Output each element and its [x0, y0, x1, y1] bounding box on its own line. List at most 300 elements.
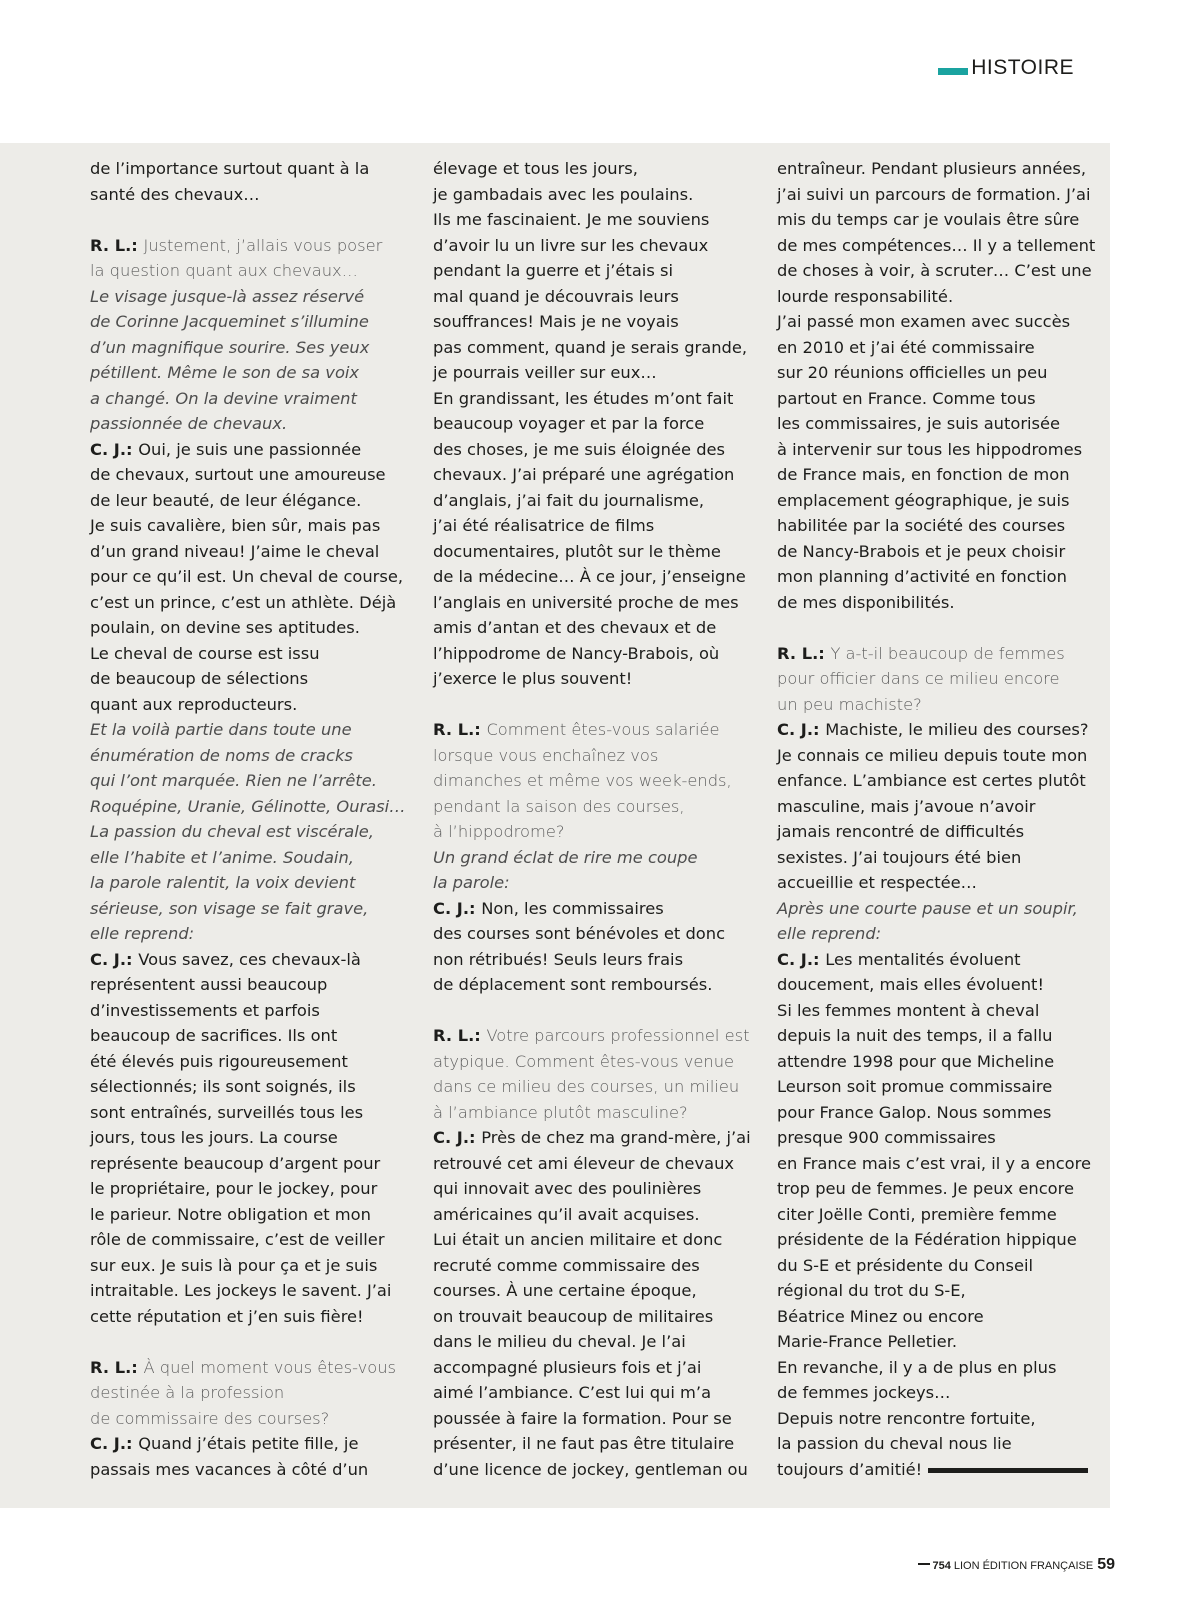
text-line — [90, 1023, 408, 1049]
text-line — [90, 258, 408, 284]
text-segment: Je connais ce milieu depuis toute mon — [777, 745, 1088, 765]
text-line — [777, 972, 1095, 998]
text-segment: mon planning d’activité en fonction — [777, 567, 1067, 586]
text-segment: presque 900 commissaires — [777, 1128, 996, 1147]
text-segment: dans le milieu du cheval. Je l’ai — [433, 1332, 686, 1351]
text-line — [90, 539, 408, 565]
text-line — [90, 615, 408, 641]
text-segment: cette réputation et j’en suis fière! — [90, 1306, 364, 1326]
text-line — [777, 182, 1095, 208]
text-segment: qui l’ont marquée. Rien ne l’arrête. — [90, 771, 377, 790]
text-segment: Comment êtes-vous salariée — [486, 720, 720, 739]
text-line — [90, 1304, 408, 1330]
text-line — [433, 437, 751, 463]
text-line — [90, 182, 408, 208]
text-line — [777, 309, 1095, 335]
text-line — [777, 998, 1095, 1024]
text-line — [433, 641, 751, 667]
text-line — [90, 717, 408, 743]
text-segment: sont entraînés, surveillés tous les — [90, 1102, 364, 1122]
speaker-label-rl: R. L.: — [90, 1357, 144, 1377]
text-line — [433, 896, 751, 922]
text-line — [90, 335, 408, 361]
text-segment: courses. À une certaine époque, — [433, 1281, 697, 1300]
text-line — [433, 564, 751, 590]
text-segment: de commissaire des courses? — [90, 1408, 330, 1428]
text-line — [433, 1457, 751, 1483]
text-line — [433, 182, 751, 208]
text-segment: de déplacement sont remboursés. — [433, 975, 713, 994]
text-line — [433, 845, 751, 871]
text-line — [777, 156, 1095, 182]
text-segment: accueillie et respectée… — [777, 873, 977, 892]
text-segment: J’ai passé mon examen avec succès — [777, 312, 1071, 331]
text-line — [90, 590, 408, 616]
text-segment: entraîneur. Pendant plusieurs années, — [777, 159, 1087, 178]
text-line — [777, 947, 1095, 973]
text-segment: intraitable. Les jockeys le savent. J’ai — [90, 1281, 392, 1300]
text-line — [777, 768, 1095, 794]
text-segment: Le visage jusque-là assez réservé — [90, 286, 365, 306]
text-line — [777, 539, 1095, 565]
text-line — [777, 1049, 1095, 1075]
text-line — [777, 845, 1095, 871]
text-segment: j’exerce le plus souvent! — [433, 669, 633, 688]
text-segment: poulain, on devine ses aptitudes. — [90, 618, 360, 637]
text-line — [433, 207, 751, 233]
text-segment: un peu machiste? — [777, 694, 922, 714]
speaker-label-rl: R. L.: — [433, 1026, 487, 1045]
text-segment: elle reprend: — [90, 924, 195, 943]
text-line — [90, 564, 408, 590]
text-segment: accompagné plusieurs fois et j’ai — [433, 1357, 702, 1377]
text-segment: partout en France. Comme tous — [777, 388, 1036, 408]
text-segment: pendant la guerre et j’étais si — [433, 261, 673, 280]
text-segment: pas comment, quand je serais grande, — [433, 337, 748, 357]
text-segment: poussée à faire la formation. Pour se — [433, 1408, 732, 1428]
text-segment: recruté comme commissaire des — [433, 1255, 700, 1275]
text-segment: souffrances! Mais je ne voyais — [433, 312, 679, 331]
publication-name: LION ÉDITION FRANÇAISE — [953, 1560, 1094, 1572]
text-line — [777, 513, 1095, 539]
text-line — [90, 411, 408, 437]
text-line — [90, 998, 408, 1024]
text-line — [777, 1100, 1095, 1126]
speaker-label-cj: C. J.: — [433, 1128, 482, 1147]
text-line — [433, 309, 751, 335]
text-segment: La passion du cheval est viscérale, — [90, 822, 374, 841]
text-segment: Oui, je suis une passionnée — [138, 439, 362, 459]
text-segment: Machiste, le milieu des courses? — [825, 720, 1089, 739]
text-segment: rôle de commissaire, c’est de veiller — [90, 1230, 385, 1249]
text-line — [777, 1023, 1095, 1049]
text-line — [777, 896, 1095, 922]
text-segment: toujours d’amitié! — [777, 1459, 923, 1479]
text-segment: Je suis cavalière, bien sûr, mais pas — [90, 516, 381, 535]
text-segment: en France mais c’est vrai, il y a encore — [777, 1153, 1091, 1173]
text-segment: pétillent. Même le son de sa voix — [90, 363, 360, 382]
text-line — [90, 513, 408, 539]
paragraph-gap — [433, 998, 751, 1024]
text-segment: américaines qu’il avait acquises. — [433, 1204, 700, 1224]
speaker-label-rl: R. L.: — [433, 720, 487, 739]
text-line — [90, 309, 408, 335]
text-segment: sexistes. J’ai toujours été bien — [777, 847, 1022, 867]
text-segment: Quand j’étais petite fille, je — [138, 1434, 359, 1453]
text-segment: c’est un prince, c’est un athlète. Déjà — [90, 592, 397, 612]
text-segment: citer Joëlle Conti, première femme — [777, 1204, 1057, 1224]
text-segment: de femmes jockeys… — [777, 1383, 951, 1402]
text-line — [433, 743, 751, 769]
text-line — [777, 794, 1095, 820]
text-line — [90, 896, 408, 922]
text-line — [90, 1202, 408, 1228]
text-line — [90, 360, 408, 386]
text-segment: d’une licence de jockey, gentleman ou — [433, 1459, 748, 1479]
text-line — [90, 692, 408, 718]
text-line — [90, 1100, 408, 1126]
text-line — [777, 233, 1095, 259]
text-segment: qui innovait avec des poulinières — [433, 1179, 702, 1198]
text-line — [777, 819, 1095, 845]
text-segment: passionnée de chevaux. — [90, 414, 288, 433]
text-segment: du S-E et présidente du Conseil — [777, 1255, 1034, 1275]
text-segment: lourde responsabilité. — [777, 286, 954, 306]
text-line — [433, 1227, 751, 1253]
text-line — [90, 284, 408, 310]
text-line — [433, 1125, 751, 1151]
text-line — [433, 1100, 751, 1126]
text-segment: de l’importance surtout quant à la — [90, 159, 370, 178]
text-segment: pour officier dans ce milieu encore — [777, 669, 1060, 688]
text-segment: santé des chevaux… — [90, 184, 260, 204]
text-line — [90, 743, 408, 769]
text-segment: elle reprend: — [777, 924, 882, 943]
text-segment: d’un grand niveau! J’aime le cheval — [90, 541, 380, 561]
text-segment: Non, les commissaires — [481, 898, 664, 918]
text-segment: de beaucoup de sélections — [90, 669, 309, 688]
text-segment: dimanches et même vos week-ends, — [433, 771, 732, 790]
text-line — [433, 513, 751, 539]
speaker-label-rl: R. L.: — [777, 643, 831, 663]
text-segment: la question quant aux chevaux… — [90, 261, 358, 280]
text-line — [433, 921, 751, 947]
text-line — [433, 1074, 751, 1100]
text-line — [90, 233, 408, 259]
text-segment: en 2010 et j’ai été commissaire — [777, 337, 1035, 357]
text-line — [90, 1227, 408, 1253]
text-line — [777, 1151, 1095, 1177]
text-line — [433, 411, 751, 437]
text-line — [90, 666, 408, 692]
text-line — [90, 947, 408, 973]
text-segment: énumération de noms de cracks — [90, 745, 353, 765]
speaker-label-cj: C. J.: — [777, 720, 826, 739]
text-segment: des choses, je me suis éloignée des — [433, 439, 726, 459]
text-segment: a changé. On la devine vraiment — [90, 388, 357, 408]
text-segment: Marie-France Pelletier. — [777, 1332, 958, 1351]
text-segment: Si les femmes montent à cheval — [777, 1000, 1040, 1020]
text-line — [90, 437, 408, 463]
text-segment: beaucoup de sacrifices. Ils ont — [90, 1026, 338, 1045]
text-segment: mis du temps car je voulais être sûre — [777, 210, 1080, 229]
text-segment: de choses à voir, à scruter… C’est une — [777, 261, 1092, 280]
article-column-1 — [90, 156, 408, 1482]
text-segment: je pourrais veiller sur eux… — [433, 363, 657, 382]
text-line — [777, 1431, 1095, 1457]
text-segment: l’anglais en université proche de mes — [433, 592, 739, 612]
text-line — [433, 615, 751, 641]
text-line — [777, 1202, 1095, 1228]
text-line — [433, 1176, 751, 1202]
text-line — [433, 1151, 751, 1177]
text-line — [90, 819, 408, 845]
text-segment: à l’ambiance plutôt masculine? — [433, 1102, 688, 1122]
text-segment: l’hippodrome de Nancy-Brabois, où — [433, 643, 720, 663]
text-segment: pour ce qu’il est. Un cheval de course, — [90, 567, 404, 586]
speaker-label-rl: R. L.: — [90, 235, 144, 255]
text-segment: non rétribués! Seuls leurs frais — [433, 949, 684, 969]
text-segment: le propriétaire, pour le jockey, pour — [90, 1179, 378, 1198]
text-segment: de Corinne Jacqueminet s’illumine — [90, 312, 369, 331]
text-line — [433, 1023, 751, 1049]
text-segment: d’anglais, j’ai fait du journalisme, — [433, 490, 705, 510]
article-end-rule — [928, 1468, 1088, 1473]
text-segment: En revanche, il y a de plus en plus — [777, 1357, 1057, 1377]
paragraph-gap — [777, 615, 1095, 641]
text-segment: Près de chez ma grand-mère, j’ai — [481, 1128, 751, 1147]
text-line — [777, 564, 1095, 590]
text-segment: En grandissant, les études m’ont fait — [433, 388, 734, 408]
text-segment: la parole ralentit, la voix devient — [90, 873, 356, 892]
text-segment: doucement, mais elles évoluent! — [777, 975, 1044, 994]
text-segment: de Nancy-Brabois et je peux choisir — [777, 541, 1066, 561]
text-line — [777, 1329, 1095, 1355]
text-segment: régional du trot du S-E, — [777, 1281, 966, 1300]
text-segment: amis d’antan et des chevaux et de — [433, 618, 717, 637]
issue-number: 754 — [932, 1560, 951, 1572]
text-line — [777, 717, 1095, 743]
text-line — [90, 1049, 408, 1075]
text-segment: de mes compétences… Il y a tellement — [777, 235, 1096, 255]
text-line — [90, 1074, 408, 1100]
text-line — [433, 1253, 751, 1279]
text-line — [777, 284, 1095, 310]
text-segment: de la médecine… À ce jour, j’enseigne — [433, 567, 746, 586]
text-segment: à l’hippodrome? — [433, 822, 565, 841]
text-segment: Lui était un ancien militaire et donc — [433, 1230, 723, 1249]
text-line — [777, 1176, 1095, 1202]
text-segment: masculine, mais j’avoue n’avoir — [777, 796, 1036, 816]
text-line — [90, 972, 408, 998]
text-line — [433, 1380, 751, 1406]
text-line — [433, 1406, 751, 1432]
article-column-3 — [777, 156, 1095, 1482]
text-segment: de mes disponibilités. — [777, 592, 955, 612]
text-segment: Y a-t-il beaucoup de femmes — [830, 643, 1065, 663]
text-line — [777, 1406, 1095, 1432]
text-segment: présidente de la Fédération hippique — [777, 1230, 1077, 1249]
text-segment: Roquépine, Uranie, Gélinotte, Ourasi… — [90, 796, 406, 816]
text-segment: sur eux. Je suis là pour ça et je suis — [90, 1255, 378, 1275]
text-line — [433, 666, 751, 692]
text-segment: présenter, il ne faut pas être titulaire — [433, 1434, 735, 1453]
text-line — [90, 1380, 408, 1406]
text-segment: représente beaucoup d’argent pour — [90, 1153, 381, 1173]
text-line — [433, 488, 751, 514]
text-segment: Un grand éclat de rire me coupe — [433, 847, 698, 867]
speaker-label-cj: C. J.: — [90, 439, 139, 459]
text-segment: sur 20 réunions officielles un peu — [777, 363, 1048, 382]
text-line — [777, 207, 1095, 233]
text-segment: À quel moment vous êtes-vous — [143, 1357, 397, 1377]
text-segment: Depuis notre rencontre fortuite, — [777, 1408, 1036, 1428]
text-segment: emplacement géographique, je suis — [777, 490, 1070, 510]
text-line — [433, 1431, 751, 1457]
text-line — [90, 921, 408, 947]
text-segment: on trouvait beaucoup de militaires — [433, 1306, 714, 1326]
text-segment: Leurson soit promue commissaire — [777, 1077, 1053, 1096]
text-line — [90, 845, 408, 871]
text-segment: Béatrice Minez ou encore — [777, 1306, 984, 1326]
speaker-label-cj: C. J.: — [90, 1434, 139, 1453]
text-segment: sélectionnés; ils sont soignés, ils — [90, 1077, 356, 1096]
text-line — [433, 386, 751, 412]
text-segment: attendre 1998 pour que Micheline — [777, 1051, 1055, 1071]
text-line — [90, 641, 408, 667]
text-segment: d’un magnifique sourire. Ses yeux — [90, 337, 370, 357]
text-line — [433, 539, 751, 565]
text-segment: atypique. Comment êtes-vous venue — [433, 1051, 735, 1071]
text-line — [433, 258, 751, 284]
text-line — [433, 768, 751, 794]
text-line — [777, 1380, 1095, 1406]
text-line — [90, 462, 408, 488]
text-line — [777, 666, 1095, 692]
text-line — [90, 1176, 408, 1202]
text-line — [90, 1278, 408, 1304]
footer-dash — [918, 1563, 930, 1565]
paragraph-gap — [90, 1329, 408, 1355]
text-segment: Ils me fascinaient. Je me souviens — [433, 210, 710, 229]
text-segment: enfance. L’ambiance est certes plutôt — [777, 771, 1086, 790]
text-line — [90, 768, 408, 794]
paragraph-gap — [433, 692, 751, 718]
text-segment: pendant la saison des courses, — [433, 796, 685, 816]
text-line — [90, 1431, 408, 1457]
text-segment: j’ai été réalisatrice de films — [433, 516, 655, 535]
text-line — [777, 386, 1095, 412]
text-segment: Les mentalités évoluent — [825, 949, 1021, 969]
text-line — [433, 590, 751, 616]
text-line — [433, 1355, 751, 1381]
text-line — [433, 794, 751, 820]
text-line — [433, 462, 751, 488]
text-line — [90, 870, 408, 896]
text-line — [777, 437, 1095, 463]
text-segment: quant aux reproducteurs. — [90, 694, 298, 714]
text-segment: de chevaux, surtout une amoureuse — [90, 465, 386, 484]
text-segment: beaucoup voyager et par la force — [433, 414, 705, 433]
text-segment: à intervenir sur tous les hippodromes — [777, 439, 1083, 459]
text-segment: Et la voilà partie dans toute une — [90, 720, 352, 739]
text-line — [433, 870, 751, 896]
text-line — [90, 1151, 408, 1177]
text-line — [433, 1049, 751, 1075]
text-segment: habilitée par la société des courses — [777, 516, 1066, 535]
text-segment: la passion du cheval nous lie — [777, 1434, 1012, 1453]
speaker-label-cj: C. J.: — [777, 949, 826, 969]
text-line — [777, 641, 1095, 667]
text-line — [777, 1125, 1095, 1151]
text-segment: mal quand je découvrais leurs — [433, 286, 679, 306]
text-line — [777, 692, 1095, 718]
text-line — [777, 335, 1095, 361]
text-segment: les commissaires, je suis autorisée — [777, 414, 1061, 433]
text-segment: je gambadais avec les poulains. — [433, 184, 694, 204]
text-line — [90, 1406, 408, 1432]
article-column-2 — [433, 156, 751, 1482]
text-line — [433, 1278, 751, 1304]
text-line — [433, 947, 751, 973]
text-line — [433, 156, 751, 182]
text-line — [777, 921, 1095, 947]
text-segment: élevage et tous les jours, — [433, 159, 638, 178]
page-number: 59 — [1097, 1556, 1115, 1573]
text-segment: été élevés puis rigoureusement — [90, 1051, 348, 1071]
text-line — [777, 411, 1095, 437]
section-header — [938, 56, 1074, 80]
text-segment: de leur beauté, de leur élégance. — [90, 490, 362, 510]
text-segment: Justement, j’allais vous poser — [143, 235, 383, 255]
text-line — [777, 1304, 1095, 1330]
text-segment: elle l’habite et l’anime. Soudain, — [90, 847, 354, 867]
text-line — [777, 870, 1095, 896]
text-segment: dans ce milieu des courses, un milieu — [433, 1077, 740, 1096]
text-segment: documentaires, plutôt sur le thème — [433, 541, 721, 561]
text-segment: Après une courte pause et un soupir, — [777, 898, 1078, 918]
text-line — [90, 1125, 408, 1151]
text-line — [433, 1202, 751, 1228]
text-segment: chevaux. J’ai préparé une agrégation — [433, 465, 735, 484]
paragraph-gap — [90, 207, 408, 233]
text-line — [777, 1253, 1095, 1279]
section-accent-bar — [938, 68, 968, 75]
text-line — [777, 1457, 1095, 1483]
text-segment: sérieuse, son visage se fait grave, — [90, 898, 369, 918]
text-segment: depuis la nuit des temps, il a fallu — [777, 1026, 1053, 1045]
text-segment: la parole: — [433, 873, 510, 892]
text-segment: pour France Galop. Nous sommes — [777, 1102, 1052, 1122]
text-line — [777, 360, 1095, 386]
text-line — [777, 488, 1095, 514]
section-title: HISTOIRE — [971, 56, 1074, 79]
text-line — [777, 1355, 1095, 1381]
text-segment: Vous savez, ces chevaux-là — [138, 949, 361, 969]
text-line — [433, 1304, 751, 1330]
text-segment: lorsque vous enchaînez vos — [433, 745, 659, 765]
text-segment: représentent aussi beaucoup — [90, 975, 328, 994]
text-line — [433, 233, 751, 259]
text-segment: jamais rencontré de difficultés — [777, 822, 1025, 841]
text-segment: j’ai suivi un parcours de formation. J’ai — [777, 184, 1091, 204]
text-line — [777, 462, 1095, 488]
text-line — [777, 1227, 1095, 1253]
text-segment: trop peu de femmes. Je peux encore — [777, 1179, 1074, 1198]
text-line — [433, 284, 751, 310]
text-segment: d’investissements et parfois — [90, 1000, 320, 1020]
text-line — [433, 819, 751, 845]
